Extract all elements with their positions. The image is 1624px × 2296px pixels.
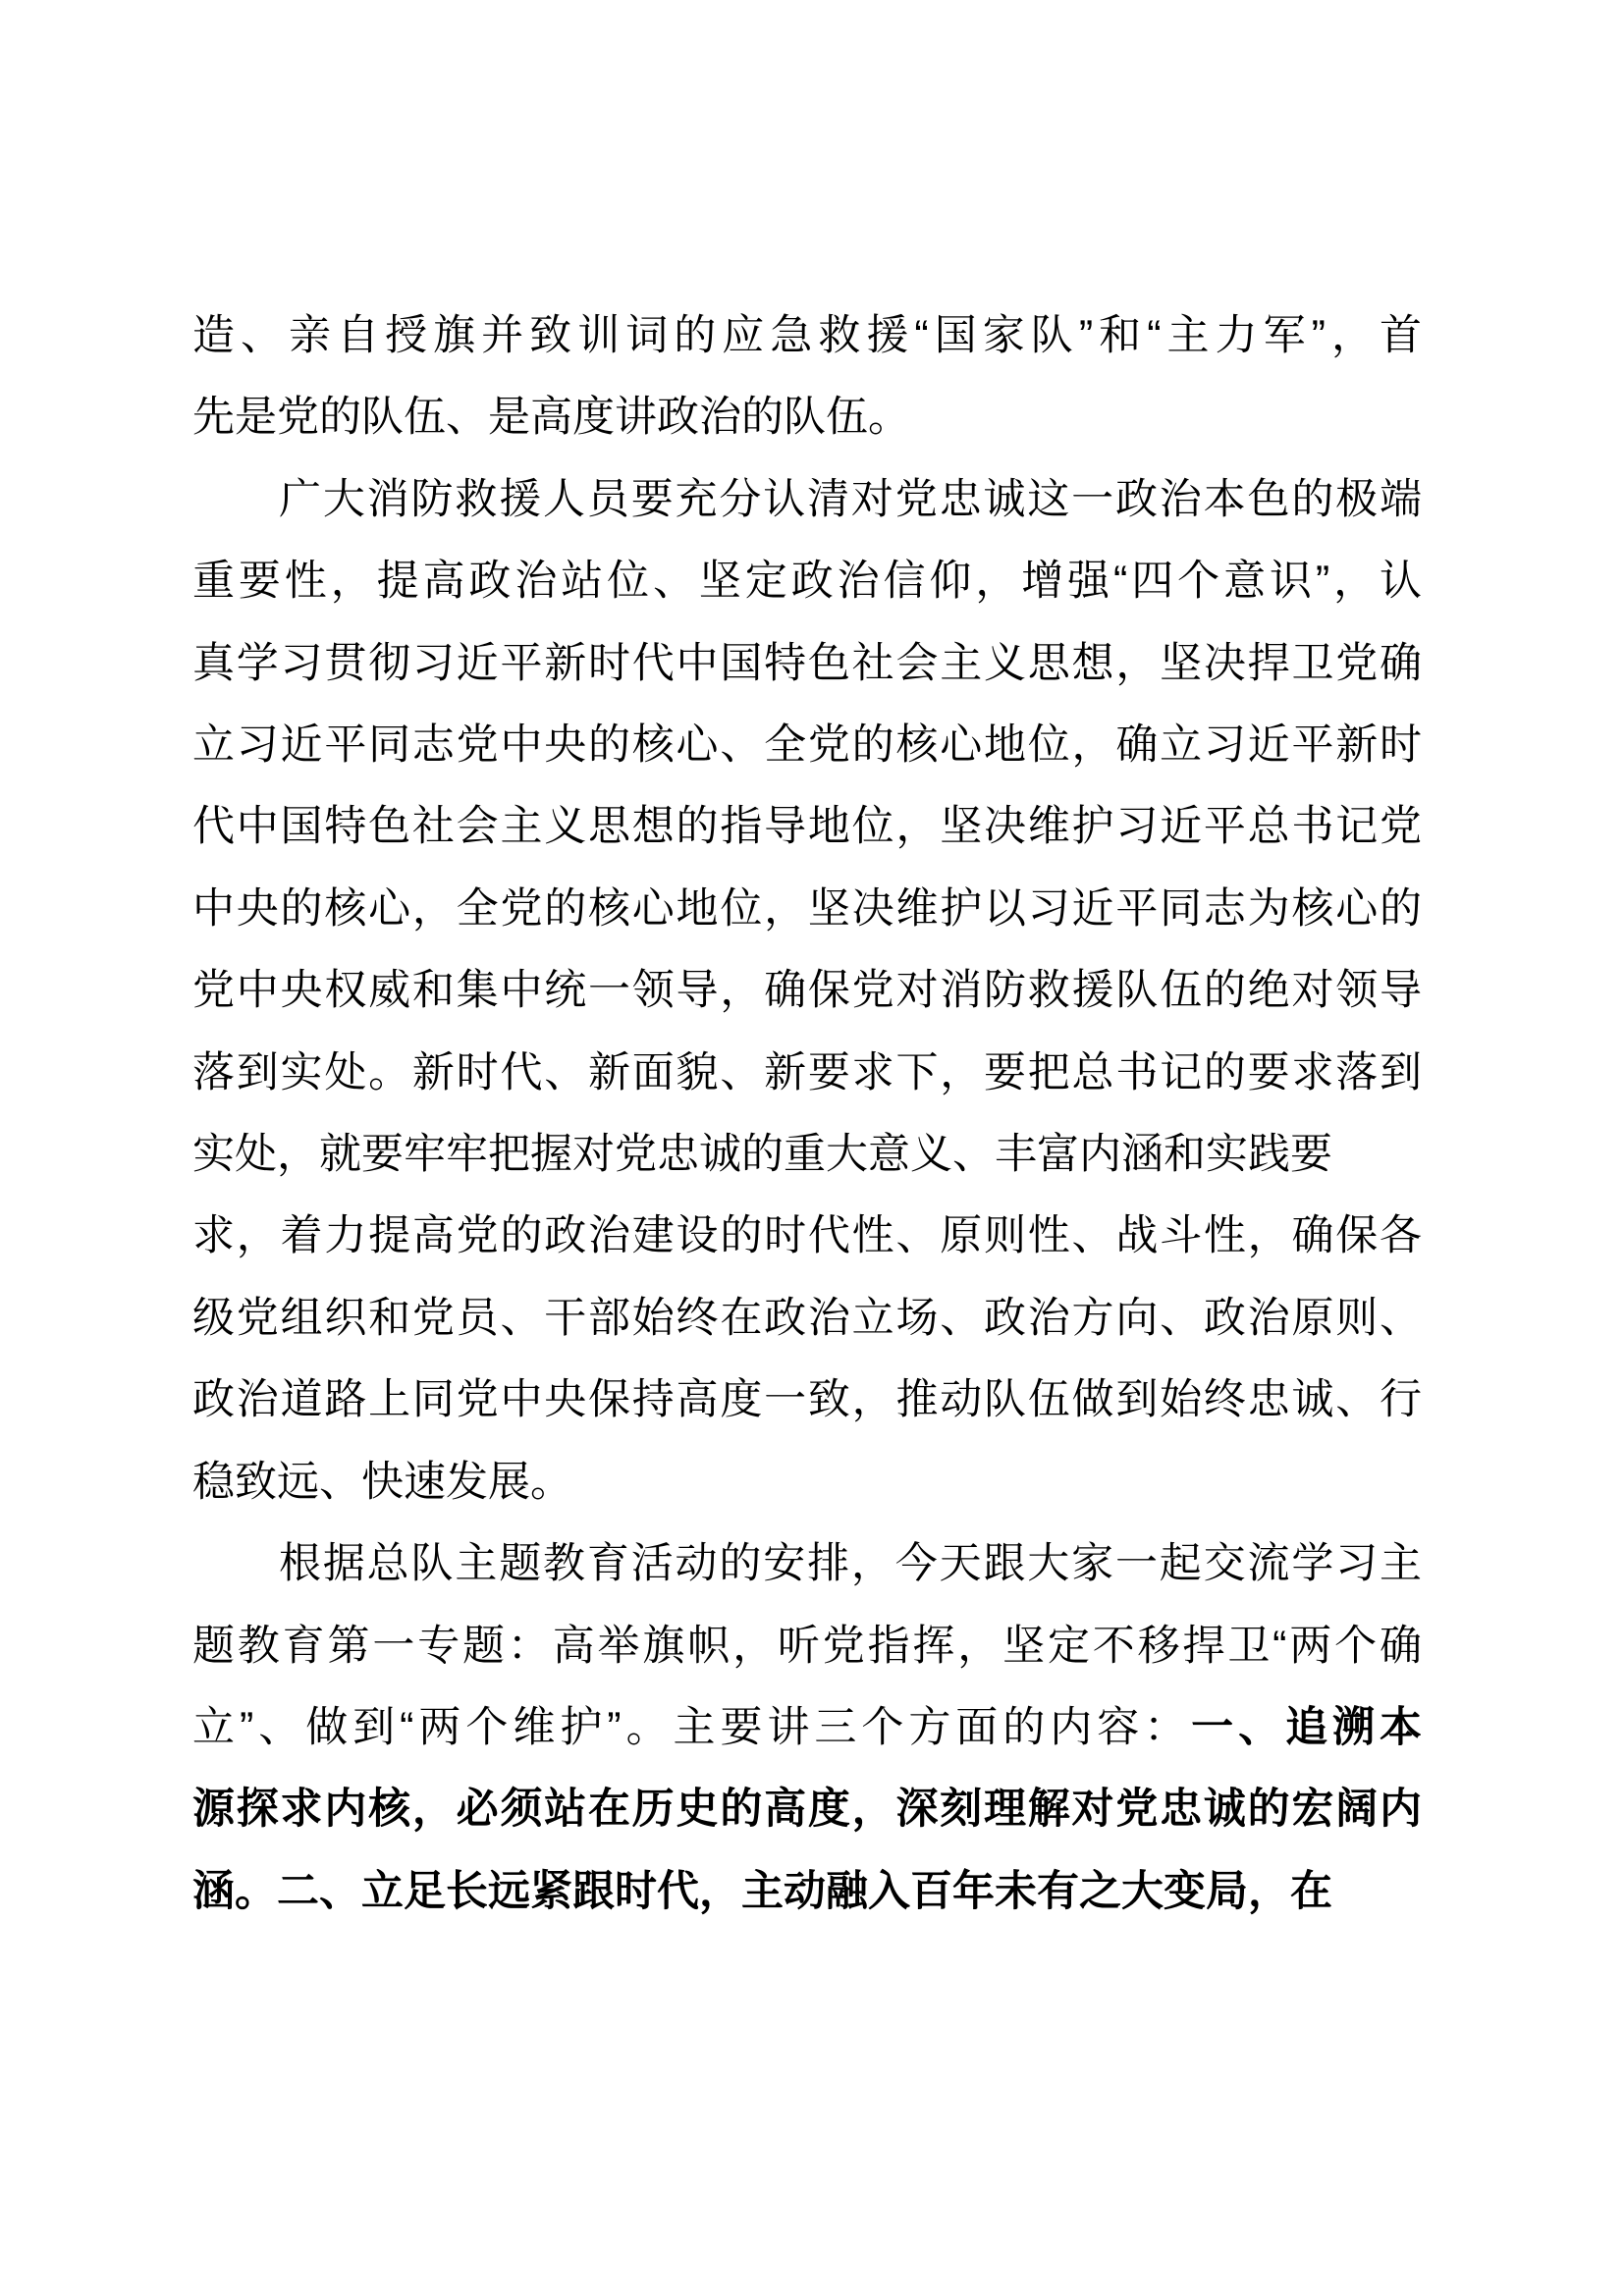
text-line [192, 1033, 1422, 1114]
text-line [192, 705, 1422, 786]
text-block [192, 295, 1422, 1933]
bold-text-segment: 一、追溯本 [1191, 1703, 1422, 1751]
text-segment: 落到实处。新时代、新面貌、新要求下，要把总书记的要求落到 [192, 1048, 1422, 1096]
text-line [192, 1114, 1422, 1196]
text-segment: 广大消防救援人员要充分认清对党忠诚这一政治本色的极端 [279, 475, 1422, 523]
text-segment: 代中国特色社会主义思想的指导地位，坚决维护习近平总书记党 [192, 803, 1422, 851]
text-line [192, 869, 1422, 950]
text-segment: 稳致远、快速发展。 [192, 1458, 572, 1506]
text-line [192, 1196, 1422, 1277]
text-line [192, 623, 1422, 705]
text-segment: 题教育第一专题：高举旗帜，听党指挥，坚定不移捍卫“两个确 [192, 1622, 1422, 1670]
text-line [192, 377, 1422, 458]
text-segment: 实处，就要牢牢把握对党忠诚的重大意义、丰富内涵和实践要 [192, 1131, 1332, 1179]
text-line [192, 1278, 1422, 1360]
text-segment: 立习近平同志党中央的核心、全党的核心地位，确立习近平新时 [192, 721, 1422, 770]
text-segment: 重要性，提高政治站位、坚定政治信仰，增强“四个意识”，认 [192, 558, 1422, 606]
text-line [192, 1687, 1422, 1769]
text-segment: 先是党的队伍、是高度讲政治的队伍。 [192, 394, 910, 442]
text-segment: 求，着力提高党的政治建设的时代性、原则性、战斗性，确保各 [192, 1212, 1422, 1260]
text-segment: 中央的核心，全党的核心地位，坚决维护以习近平同志为核心的 [192, 884, 1422, 933]
text-line [192, 1606, 1422, 1687]
text-segment: 党中央权威和集中统一领导，确保党对消防救援队伍的绝对领导 [192, 967, 1422, 1015]
bold-text-segment: 源探求内核，必须站在历史的高度，深刻理解对党忠诚的宏阔内 [192, 1786, 1422, 1834]
text-line [192, 295, 1422, 377]
text-line [192, 1769, 1422, 1850]
text-line [192, 950, 1422, 1032]
text-segment: 造、亲自授旗并致训词的应急救援“国家队”和“主力军”，首 [192, 312, 1422, 359]
bold-text-segment: 涵。二、立足长远紧跟时代，主动融入百年未有之大变局，在 [192, 1867, 1332, 1915]
text-segment: 根据总队主题教育活动的安排，今天跟大家一起交流学习主 [279, 1540, 1422, 1588]
text-line [192, 786, 1422, 868]
text-line [192, 1360, 1422, 1441]
text-line [192, 459, 1422, 541]
text-segment: 真学习贯彻习近平新时代中国特色社会主义思想，坚决捍卫党确 [192, 639, 1422, 687]
text-segment: 政治道路上同党中央保持高度一致，推动队伍做到始终忠诚、行 [192, 1376, 1422, 1424]
text-segment: 立”、做到“两个维护”。主要讲三个方面的内容： [192, 1703, 1192, 1751]
text-line [192, 1523, 1422, 1605]
text-line [192, 1442, 1422, 1523]
text-line [192, 1851, 1422, 1933]
text-segment: 级党组织和党员、干部始终在政治立场、政治方向、政治原则、 [192, 1294, 1422, 1342]
text-line [192, 541, 1422, 622]
